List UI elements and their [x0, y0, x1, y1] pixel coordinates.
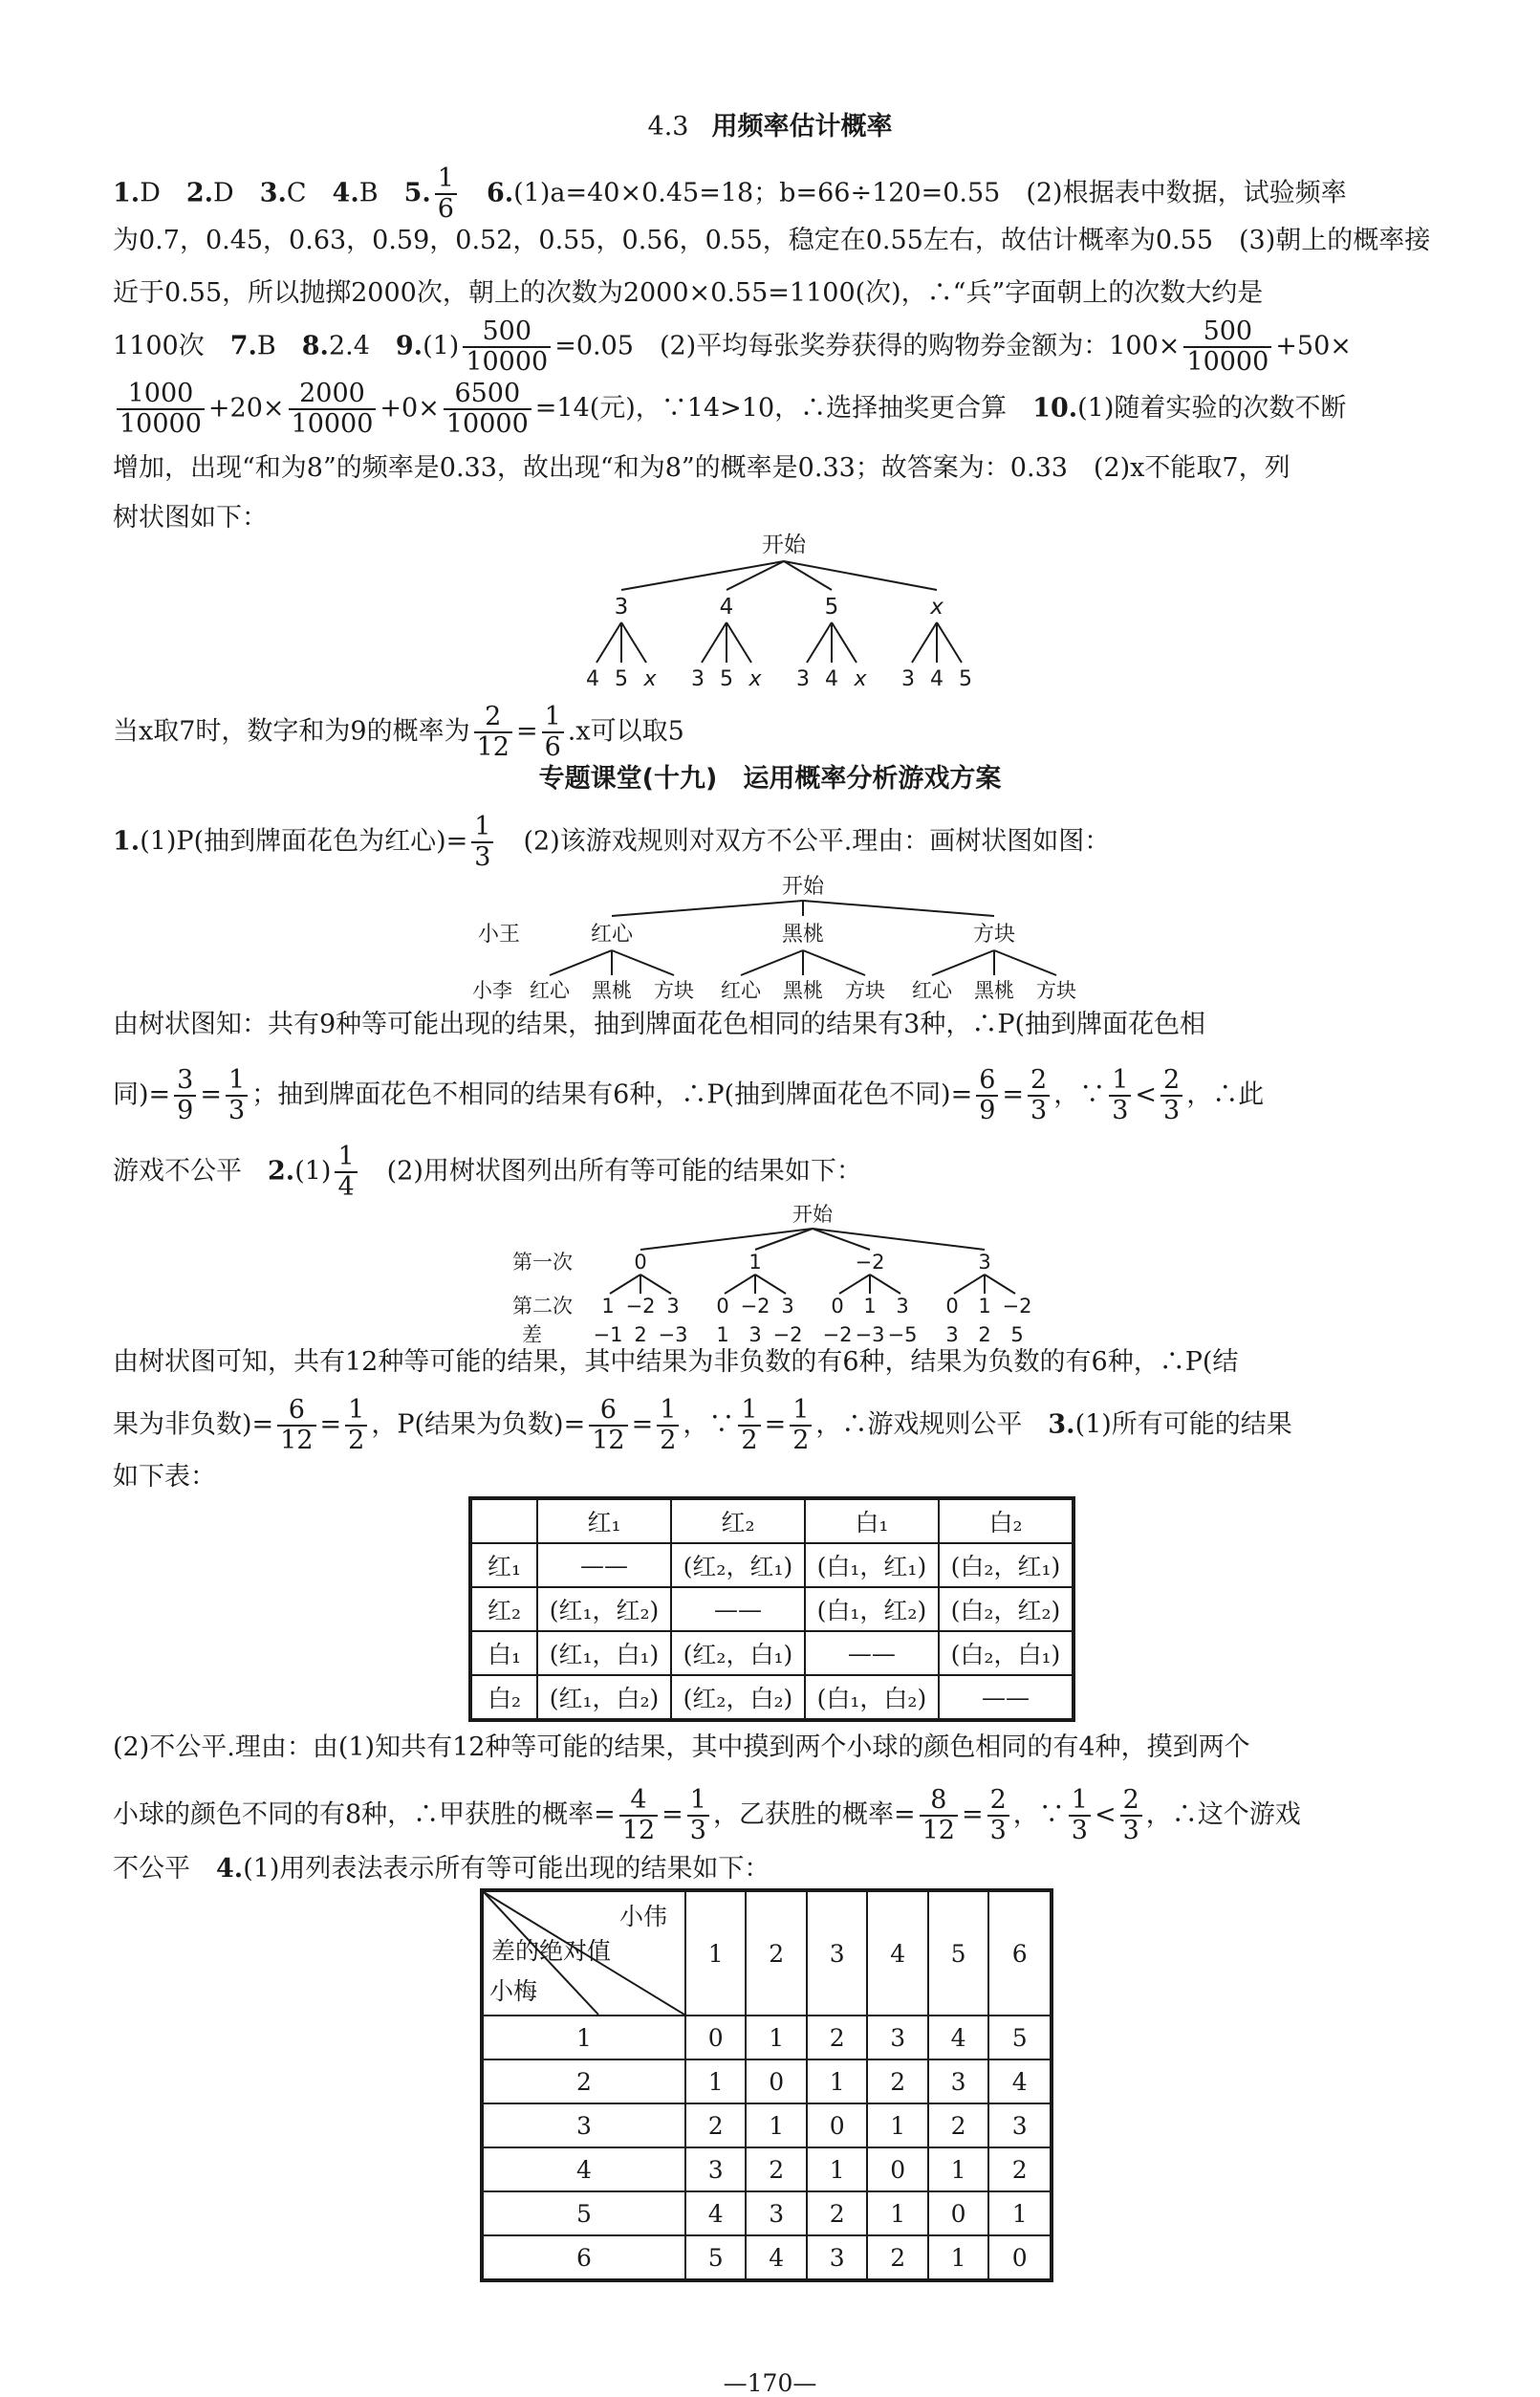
fraction-1-3: $\frac{1}{3}$ — [687, 1786, 709, 1845]
tree-diagram-sum — [535, 531, 1032, 698]
answer: (1)a=40×0.45=18；b=66÷120=0.55 (2)根据表中数据，试验频率 — [513, 178, 1347, 208]
table-row: 白₁ (红₁，白₁) (红₂，白₁) —— (白₂，白₁) — [470, 1631, 1074, 1675]
tree-leaf: 3 — [896, 1295, 909, 1318]
tree-diff: −2 — [772, 1323, 803, 1346]
corner-label-mid: 差的绝对值 — [491, 1937, 612, 1965]
table-row: 6 5 4 3 2 1 0 — [482, 2235, 1052, 2280]
q-number: 4. — [332, 178, 359, 208]
tree-diff: −5 — [887, 1323, 918, 1346]
fraction-2-12: $\frac{2}{12}$ — [474, 703, 512, 762]
table-header-cell: 白₁ — [805, 1498, 939, 1543]
answer: B — [358, 178, 404, 208]
answer-line-18: 不公平 4.(1)用列表法表示所有等可能出现的结果如下： — [113, 1854, 770, 1884]
answer-line-4: 1100次 7.B 8.2.4 9.(1) $\frac{500}{10000}$ =0.05 (2)平均每张奖券获得的购物券金额为：100× $\frac{500}{10000}$ +50× — [113, 316, 1352, 377]
tree-leaf: 1 — [863, 1295, 877, 1318]
corner-label-top: 小伟 — [618, 1903, 667, 1930]
table-row: 红₂ (红₁，红₂) —— (白₁，红₂) (白₂，红₂) — [470, 1587, 1074, 1631]
tree-leaf: 5 — [615, 667, 628, 691]
section-title-4-3 — [0, 105, 1540, 142]
fraction-2-3: $\frac{2}{3}$ — [1028, 1066, 1050, 1125]
fraction-500-10000: $\frac{500}{10000}$ — [463, 317, 551, 377]
tree-leaf: 1 — [601, 1295, 615, 1318]
tree-leaf: 方块 — [654, 979, 694, 1002]
tree-leaf: 0 — [831, 1295, 844, 1318]
answer-line-16: (2)不公平.理由：由(1)知共有12种等可能的结果，其中摸到两个小球的颜色相同的有4种，摸到两个 — [113, 1732, 1250, 1762]
q-number: 2. — [185, 178, 214, 208]
q-number: 1. — [113, 178, 141, 208]
tree-diff: −2 — [822, 1323, 853, 1346]
tree-leaf: 3 — [901, 667, 915, 691]
tree-leaf: 方块 — [845, 979, 885, 1002]
tree-leaf: x — [748, 667, 762, 691]
table-header-row — [470, 1498, 1074, 1543]
q-number: 3. — [259, 178, 287, 208]
fraction-2-3: $\frac{2}{3}$ — [987, 1786, 1009, 1845]
row-label: 小李 — [472, 979, 512, 1002]
q-number: 5. — [403, 178, 431, 208]
row-label: 第一次 — [512, 1251, 573, 1274]
tree-leaf: −2 — [1002, 1295, 1032, 1318]
fraction-1-2: $\frac{1}{2}$ — [790, 1396, 812, 1455]
fraction-500-10000: $\frac{500}{10000}$ — [1183, 317, 1271, 377]
answer-line-2: 为0.7，0.45，0.63，0.59，0.52，0.55，0.56，0.55，稳定在0.55左右，故估计概率为0.55 (3)朝上的概率接 — [113, 226, 1431, 255]
tree-node: 0 — [634, 1251, 647, 1274]
fraction-1-3: $\frac{1}{3}$ — [471, 813, 493, 872]
fraction-2-3: $\frac{2}{3}$ — [1120, 1786, 1142, 1845]
table-row: 3 2 1 0 1 2 3 — [482, 2103, 1052, 2147]
fraction-1000-10000: $\frac{1000}{10000}$ — [117, 380, 205, 439]
answer-line-17: 小球的颜色不同的有8种，∴甲获胜的概率= $\frac{4}{12}$ = $\frac{1}{3}$ ，乙获胜的概率= $\frac{8}{12}$ = $\frac{2}{3}$ ，∵ $\frac{1}{3}$ < $\frac{2}{3}$ ，∴这个游戏 — [113, 1785, 1301, 1845]
tree-diff: 2 — [634, 1323, 647, 1346]
tree-leaf: 3 — [781, 1295, 794, 1318]
fraction-4-12: $\frac{4}{12}$ — [619, 1786, 658, 1845]
tree-leaf: 黑桃 — [783, 979, 823, 1002]
tree-diagram-cards — [459, 870, 1109, 1004]
fraction-1-3: $\frac{1}{3}$ — [1069, 1786, 1091, 1845]
answer-line-1 — [113, 164, 1442, 224]
answer-line-7: 树状图如下： — [113, 503, 268, 533]
answer-line-6: 增加，出现“和为8”的频率是0.33，故出现“和为8”的概率是0.33；故答案为：0.33 (2)x不能取7，列 — [113, 453, 1291, 483]
answer-line-10: 由树状图知：共有9种等可能出现的结果，抽到牌面花色相同的结果有3种，∴P(抽到牌面花色相 — [113, 1010, 1206, 1039]
tree-diagram-differences — [507, 1200, 1061, 1348]
tree-leaf: 4 — [586, 667, 599, 691]
tree-diff: 5 — [1010, 1323, 1024, 1346]
tree-node: 黑桃 — [781, 923, 825, 947]
table-row: 白₂ (红₁，白₂) (红₂，白₂) (白₁，白₂) —— — [470, 1675, 1074, 1720]
tree-diff: −1 — [593, 1323, 623, 1346]
fraction-6-12: $\frac{6}{12}$ — [589, 1396, 627, 1455]
q-number: 6. — [460, 178, 514, 208]
fraction-2-3: $\frac{2}{3}$ — [1160, 1066, 1182, 1125]
fraction-8-12: $\frac{8}{12}$ — [920, 1786, 958, 1845]
section-title-topic-19: 专题课堂(十九) 运用概率分析游戏方案 — [538, 764, 1002, 794]
fraction-1-6: $\frac{1}{6}$ — [435, 164, 457, 224]
tree-node: 红心 — [590, 923, 634, 947]
answer-line-3: 近于0.55，所以抛掷2000次，朝上的次数为2000×0.55=1100(次)，∴“兵”字面朝上的次数大约是 — [113, 278, 1264, 308]
answer-line-8: 当x取7时，数字和为9的概率为 $\frac{2}{12}$ = $\frac{1}{6}$ .x可以取5 — [113, 702, 684, 762]
tree-node: 5 — [824, 595, 839, 620]
tree-node: x — [930, 595, 944, 620]
answer-line-11: 同)= $\frac{3}{9}$ = $\frac{1}{3}$ ；抽到牌面花色不相同的结果有6种，∴P(抽到牌面花色不同)= $\frac{6}{9}$ = $\frac{2}{3}$ ，∵ $\frac{1}{3}$ < $\frac{2}{3}$ ，∴此 — [113, 1065, 1265, 1125]
table-row: 2 1 0 1 2 3 4 — [482, 2059, 1052, 2103]
fraction-1-2: $\frac{1}{2}$ — [738, 1396, 760, 1455]
table-header-row: 小伟 差的绝对值 小梅 1 2 3 4 5 6 — [482, 1890, 1052, 2016]
tree-leaf: 红心 — [721, 979, 761, 1002]
tree-leaf: 3 — [796, 667, 810, 691]
page-number: —170— — [723, 2369, 817, 2397]
tree-diff: 1 — [716, 1323, 729, 1346]
diagonal-header-cell — [482, 1890, 685, 2016]
tree-diff: −3 — [855, 1323, 885, 1346]
table-header-cell: 红₂ — [671, 1498, 805, 1543]
tree-leaf: 红心 — [912, 979, 952, 1002]
answer-line-14: 果为非负数)= $\frac{6}{12}$ = $\frac{1}{2}$ ，P(结果为负数)= $\frac{6}{12}$ = $\frac{1}{2}$ ，∵ $\frac{1}{2}$ = $\frac{1}{2}$ ，∴游戏规则公平 3.(1)所有可能的结果 — [113, 1395, 1292, 1455]
answer: D — [140, 178, 186, 208]
answer: C — [286, 178, 333, 208]
fraction-1-6: $\frac{1}{6}$ — [542, 703, 564, 762]
tree-leaf: 4 — [930, 667, 944, 691]
answer-line-13: 由树状图可知，共有12种等可能的结果，其中结果为非负数的有6种，结果为负数的有6种，∴P(结 — [113, 1347, 1239, 1377]
tree-node: 3 — [978, 1251, 991, 1274]
tree-diff: 3 — [945, 1323, 959, 1346]
tree-leaf: 0 — [945, 1295, 959, 1318]
table-row: 1 0 1 2 3 4 5 — [482, 2016, 1052, 2059]
tree-leaf: 红心 — [530, 979, 570, 1002]
fraction-3-9: $\frac{3}{9}$ — [174, 1066, 196, 1125]
answer-line-15: 如下表： — [113, 1462, 216, 1492]
table-header-cell: 白₂ — [939, 1498, 1074, 1543]
tree-leaf: 黑桃 — [592, 979, 632, 1002]
row-label: 差 — [522, 1323, 542, 1346]
table-header-cell: 红₁ — [537, 1498, 671, 1543]
results-table-dice — [480, 1888, 1053, 2282]
tree-leaf: 5 — [959, 667, 972, 691]
row-label: 小王 — [478, 923, 521, 947]
tree-root: 开始 — [792, 1203, 833, 1226]
tree-node: −2 — [855, 1251, 885, 1274]
fraction-1-2: $\frac{1}{2}$ — [345, 1396, 367, 1455]
corner-label-bottom: 小梅 — [489, 1977, 538, 2005]
tree-leaf: −2 — [740, 1295, 770, 1318]
fraction-1-3: $\frac{1}{3}$ — [1109, 1066, 1131, 1125]
tree-leaf: 0 — [716, 1295, 729, 1318]
tree-leaf: 3 — [666, 1295, 680, 1318]
section-number: 4.3 — [647, 112, 689, 142]
tree-leaf: x — [854, 667, 867, 691]
tree-diff: −3 — [658, 1323, 688, 1346]
tree-node: 方块 — [972, 923, 1016, 947]
tree-leaf: x — [643, 667, 657, 691]
tree-leaf: 3 — [691, 667, 705, 691]
fraction-1-4: $\frac{1}{4}$ — [335, 1143, 357, 1202]
fraction-6500-10000: $\frac{6500}{10000}$ — [444, 380, 531, 439]
tree-leaf: 黑桃 — [974, 979, 1014, 1002]
answer-line-9: 1.(1)P(抽到牌面花色为红心)= $\frac{1}{3}$ (2)该游戏规则对双方不公平.理由：画树状图如图： — [113, 812, 1111, 872]
fraction-1-3: $\frac{1}{3}$ — [226, 1066, 248, 1125]
tree-node: 3 — [614, 595, 629, 620]
tree-diff: 2 — [978, 1323, 991, 1346]
tree-node: 1 — [748, 1251, 762, 1274]
table-row: 红₁ —— (红₂，红₁) (白₁，红₁) (白₂，红₁) — [470, 1543, 1074, 1587]
tree-diff: 3 — [748, 1323, 762, 1346]
results-table-balls — [468, 1496, 1075, 1722]
table-row: 5 4 3 2 1 0 1 — [482, 2191, 1052, 2235]
answer-line-12: 游戏不公平 2.(1) $\frac{1}{4}$ (2)用树状图列出所有等可能的结果如下： — [113, 1142, 862, 1202]
fraction-6-9: $\frac{6}{9}$ — [976, 1066, 998, 1125]
row-label: 第二次 — [512, 1295, 573, 1318]
fraction-1-2: $\frac{1}{2}$ — [657, 1396, 679, 1455]
fraction-2000-10000: $\frac{2000}{10000}$ — [289, 380, 377, 439]
tree-leaf: 方块 — [1036, 979, 1076, 1002]
tree-leaf: 5 — [720, 667, 733, 691]
tree-leaf: 1 — [978, 1295, 991, 1318]
tree-leaf: −2 — [625, 1295, 656, 1318]
answer-line-5: $\frac{1000}{10000}$ +20× $\frac{2000}{10000}$ +0× $\frac{6500}{10000}$ =14(元)，∵14>10，∴选择抽奖更合算 10.(1)随着实验的次数不断 — [113, 380, 1442, 439]
section-title-text: 用频率估计概率 — [711, 112, 893, 142]
table-row: 4 3 2 1 0 1 2 — [482, 2147, 1052, 2191]
tree-root: 开始 — [762, 533, 806, 557]
answer: D — [213, 178, 260, 208]
tree-root: 开始 — [781, 875, 825, 899]
fraction-6-12: $\frac{6}{12}$ — [277, 1396, 315, 1455]
tree-node: 4 — [719, 595, 734, 620]
tree-leaf: 4 — [825, 667, 838, 691]
